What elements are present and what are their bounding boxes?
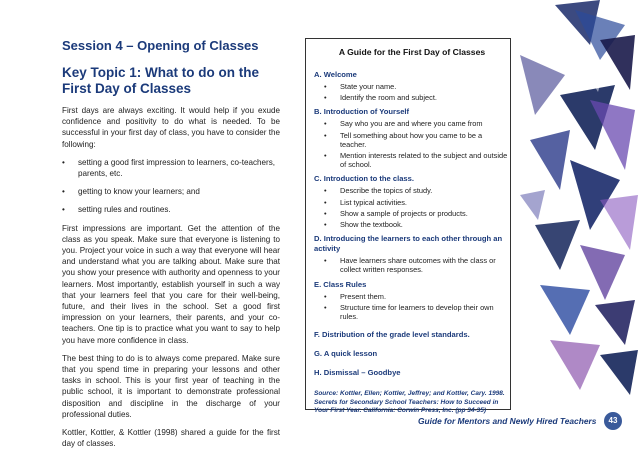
list-item: • Describe the topics of study. [324, 186, 433, 196]
page-number-badge: 43 [604, 412, 622, 430]
list-item: • setting rules and routines. [62, 205, 171, 215]
section-heading-dismissal: H. Dismissal – Goodbye [314, 368, 401, 378]
list-item: • State your name. [324, 82, 397, 91]
guide-box [305, 38, 511, 415]
list-item: • List typical activities. [324, 197, 407, 207]
section-heading-introduction-yourself: B. Introduction of Yourself [314, 107, 410, 117]
section-heading-distribution: F. Distribution of the grade level standards. [314, 330, 470, 340]
paragraph-kottler: Kottler, Kottler, & Kottler (1998) shared a guide for the first day of classes. [62, 428, 280, 449]
list-item: • Identify the room and subject. [324, 93, 437, 103]
list-item: • Mention interests related to the subject and outside of school. [324, 151, 508, 170]
list-item: • setting a good first impression to learners, co-teachers, parents, etc. [62, 157, 276, 179]
list-item: • Say who you are and where you came from [324, 119, 483, 129]
list-item: • Present them. [324, 291, 387, 301]
section-heading-welcome: A. Welcome [314, 70, 357, 79]
list-item: • Have learners share outcomes with the class or collect written responses. [324, 256, 496, 275]
list-item: • Show the textbook. [324, 220, 403, 230]
intro-paragraph: First days are always exciting. It would help if you exude confidence and positivity to do what is needed. To be successful in your first day of class, you have to consider the following: [62, 106, 280, 149]
list-item: • Show a sample of projects or products. [324, 208, 468, 218]
list-item: • Tell something about how you came to be a teacher. [324, 130, 483, 149]
section-heading-quick-lesson: G. A quick lesson [314, 349, 378, 359]
paragraph-first-impressions: First impressions are important. Get the attention of the class as you speak. Make sure that everyone is listening to you. Project your voice in such a way that everyone will hear and understand what you are talking about. Make sure that you show your presence with authority and openness to your learners. Most importantly, establish yourself in such a way that your learners feel that you care for their well-being, future, and their lives in the school. Set a good first impression on your learners, their parents, and your co-teachers. One tip is to practice what you want to say to help you have more confidence in class. [62, 223, 280, 345]
topic-title: Key Topic 1: What to do on the First Day of Classes [62, 65, 259, 96]
left-column [62, 38, 280, 449]
list-item: • Structure time for learners to develop their own rules. [324, 302, 494, 322]
section-heading-class-rules: E. Class Rules [314, 279, 367, 289]
footer-title: Guide for Mentors and Newly Hired Teachers [418, 416, 597, 426]
paragraph-come-prepared: The best thing to do is to always come prepared. Make sure that you spend time in preparing your lessons and other tasks in school. This is your first year of teaching in the public school, it is important to demonstrate professional disposition and discipline in the discharge of your professional duties. [62, 353, 280, 419]
section-heading-introduction-class: C. Introduction to the class. [314, 174, 414, 184]
guide-box-title: A Guide for the First Day of Classes [338, 47, 486, 57]
list-item: • getting to know your learners; and [62, 187, 200, 197]
session-title: Session 4 – Opening of Classes [62, 38, 259, 53]
section-heading-introducing-learners: D. Introducing the learners to each other through an activity [314, 234, 503, 254]
source-citation: Source: Kottler, Ellen; Kottler, Jeffrey; and Kottler, Cary. 1998. Secrets for Secondary School Teachers: How to Succeed in Your First Year. California: Corwin Press, Inc. (pp 34-35) [314, 390, 505, 415]
